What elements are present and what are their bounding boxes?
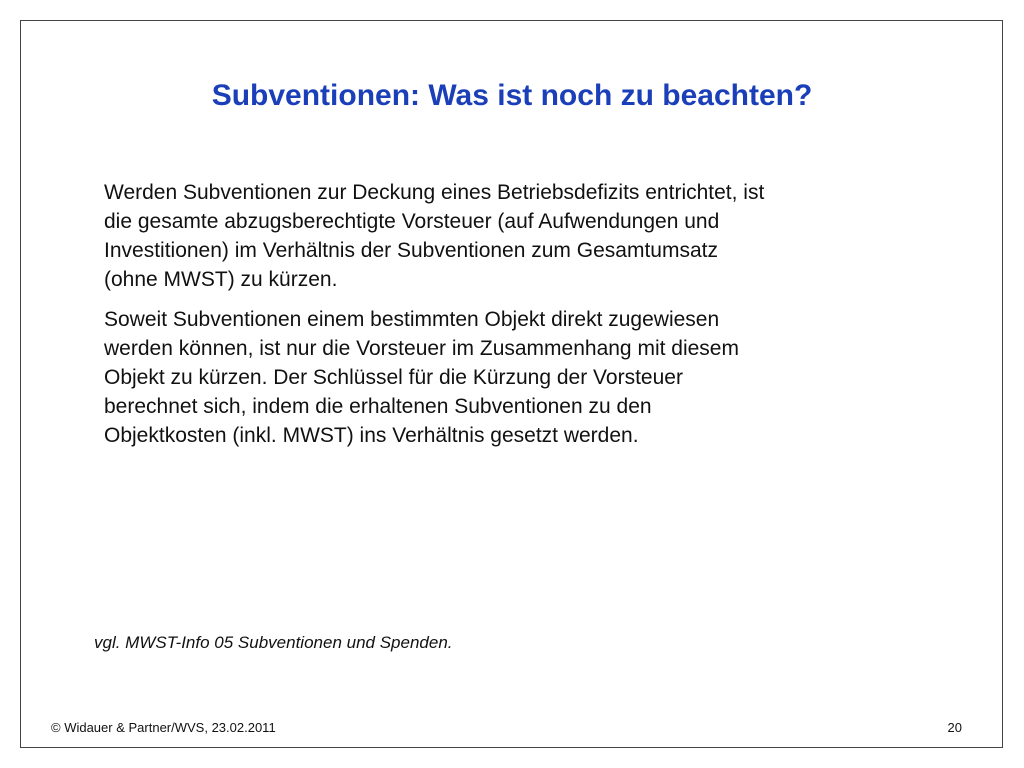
text-line: Soweit Subventionen einem bestimmten Objekt direkt zugewiesen xyxy=(104,308,720,331)
footer-page-number: 20 xyxy=(947,720,962,735)
paragraph-subsidy-object xyxy=(104,305,924,450)
text-line: berechnet sich, indem die erhaltenen Subventionen zu den xyxy=(104,395,652,418)
text-line: Objektkosten (inkl. MWST) ins Verhältnis gesetzt werden. xyxy=(104,424,639,447)
paragraph-subsidy-deficit xyxy=(104,178,924,294)
slide-body xyxy=(104,178,924,461)
text-line: werden können, ist nur die Vorsteuer im Zusammenhang mit diesem xyxy=(104,337,739,360)
footer-copyright: © Widauer & Partner/WVS, 23.02.2011 xyxy=(51,720,276,735)
text-line: die gesamte abzugsberechtigte Vorsteuer (auf Aufwendungen und xyxy=(104,210,720,233)
reference-note: vgl. MWST-Info 05 Subventionen und Spenden. xyxy=(94,633,453,652)
text-line: (ohne MWST) zu kürzen. xyxy=(104,268,338,291)
text-line: Objekt zu kürzen. Der Schlüssel für die Kürzung der Vorsteuer xyxy=(104,366,683,389)
text-line: Werden Subventionen zur Deckung eines Betriebsdefizits entrichtet, ist xyxy=(104,181,765,204)
slide-title: Subventionen: Was ist noch zu beachten? xyxy=(211,79,813,112)
text-line: Investitionen) im Verhältnis der Subventionen zum Gesamtumsatz xyxy=(104,239,718,262)
